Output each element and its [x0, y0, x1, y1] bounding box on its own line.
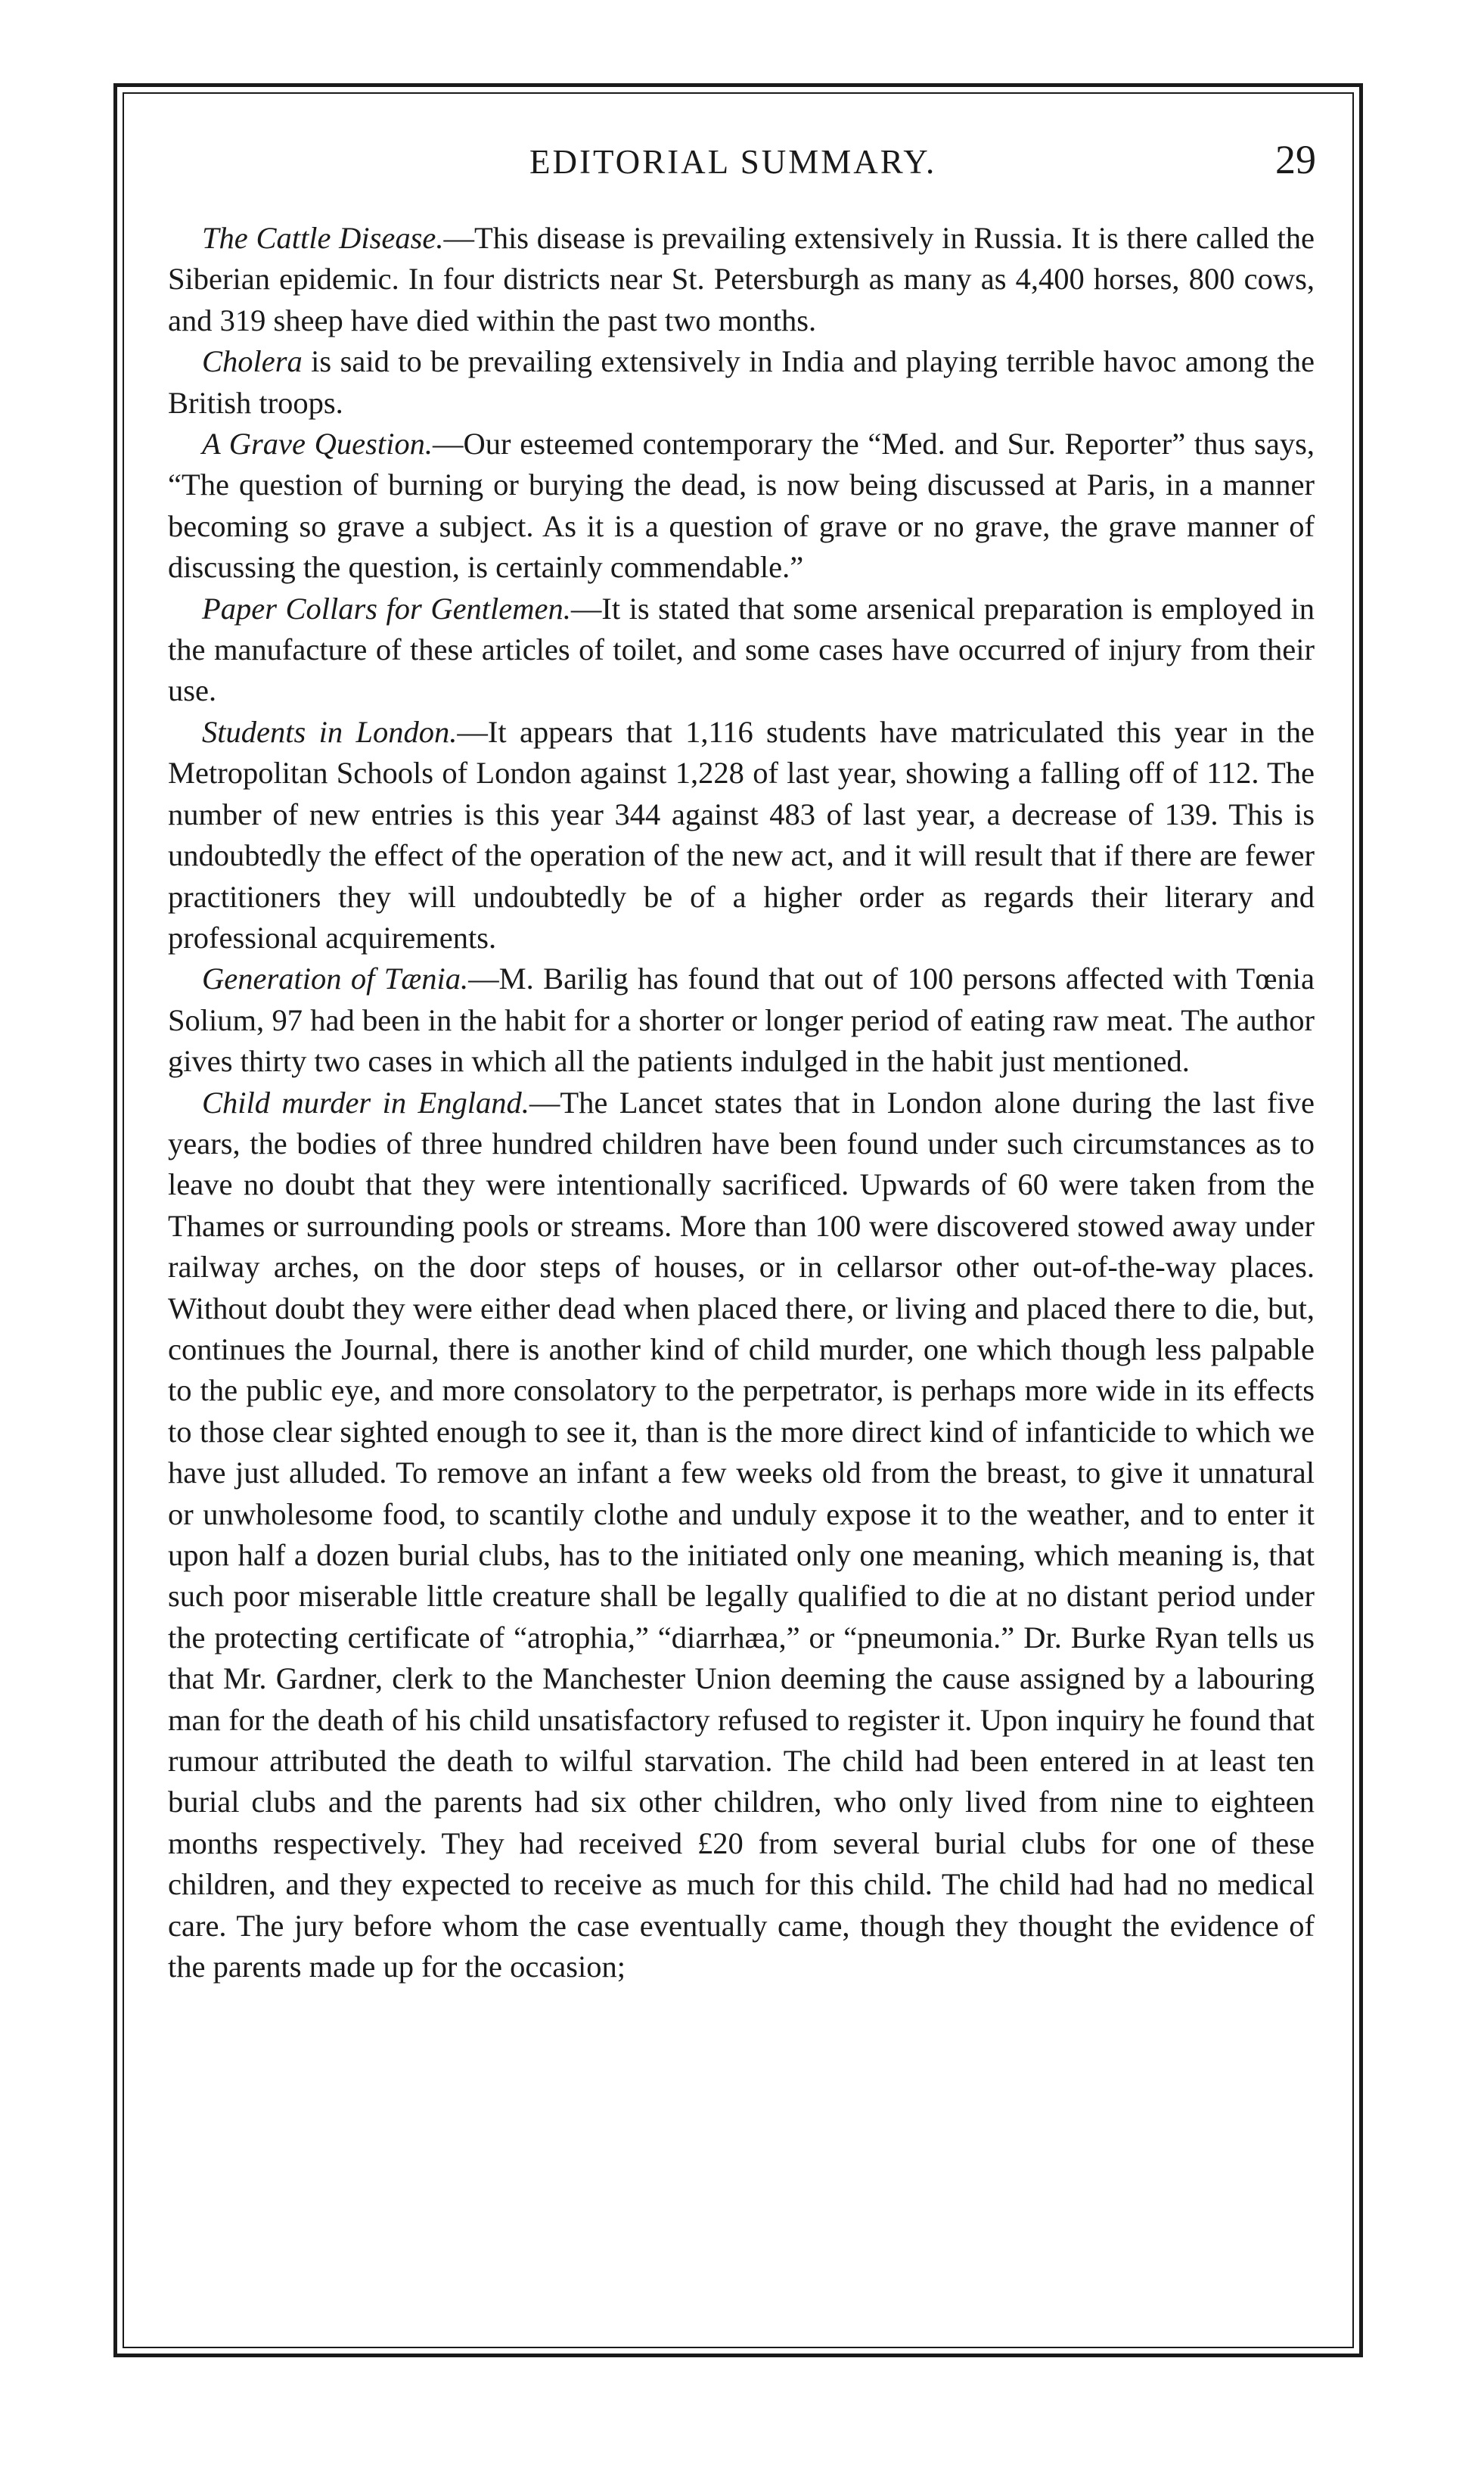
paragraph-students-london: [168, 712, 1315, 959]
paragraph-title: A Grave Question.: [202, 427, 433, 461]
paragraph-title: Cholera: [202, 344, 303, 379]
paragraph-cholera: [168, 341, 1315, 424]
article-body: [168, 218, 1315, 1987]
paragraph-title: Paper Collars for Gentlemen.: [202, 591, 571, 626]
paragraph-title: Generation of Tænia.: [202, 962, 469, 996]
page-header: [174, 136, 1316, 197]
paragraph-title: The Cattle Disease.: [202, 221, 444, 255]
paragraph-title: Child murder in England.: [202, 1085, 529, 1120]
paragraph-child-murder: [168, 1083, 1315, 1988]
paragraph-text: —Our esteemed contemporary the “Med. and Sur. Reporter” thus says, “The question of burning or burying the dead, is now being discussed at Paris, in a manner becoming so grave a subject. As it is a question of grave or no grave, the grave manner of discussing the question, is certainly commendable.”: [168, 427, 1315, 585]
paragraph-grave-question: [168, 424, 1315, 589]
paragraph-text: is said to be prevailing extensively in India and playing terrible havoc among the British troops.: [168, 344, 1315, 420]
paragraph-text: —M. Barilig has found that out of 100 persons affected with Tœnia Solium, 97 had been in the habit for a shorter or longer period of eating raw meat. The author gives thirty two cases in which all the patients indulged in the habit just mentioned.: [168, 962, 1315, 1079]
paragraph-text: —It appears that 1,116 students have matriculated this year in the Metropolitan Schools of London against 1,228 of last year, showing a falling off of 112. The number of new entries is this year 344 against 483 of last year, a decrease of 139. This is undoubtedly the effect of the operation of the new act, and it will result that if there are fewer practitioners they will undoubtedly be of a higher order as regards their literary and professional acquirements.: [168, 714, 1315, 955]
page-number: 29: [1275, 137, 1316, 182]
paragraph-title: Students in London.: [202, 714, 458, 749]
paragraph-cattle-disease: [168, 218, 1315, 341]
paragraph-paper-collars: [168, 589, 1315, 712]
running-head: EDITORIAL SUMMARY.: [529, 143, 937, 181]
paragraph-text: —The Lancet states that in London alone during the last five years, the bodies of three hundred children have been found under such circumstances as to leave no doubt that they were intentionally sacrificed. Upwards of 60 were taken from the Thames or surrounding pools or streams. More than 100 were discovered stowed away under railway arches, on the door steps of houses, or in cellarsor other out-of-the-way places. Without doubt they were either dead when placed there, or living and placed there to die, but, continues the Journal, there is another kind of child murder, one which though less palpable to the public eye, and more consolatory to the perpetrator, is perhaps more wide in its effects to those clear sighted enough to see it, than is the more direct kind of infanticide to which we have just alluded. To remove an infant a few weeks old from the breast, to give it unnatural or unwholesome food, to scantily clothe and unduly expose it to the weather, and to enter it upon half a dozen burial clubs, has to the initiated only one meaning, which meaning is, that such poor miserable little creature shall be legally qualified to die at no distant period under the protecting certificate of “atrophia,” “diarrhæa,” or “pneumonia.” Dr. Burke Ryan tells us that Mr. Gardner, clerk to the Manchester Union deeming the cause assigned by a labouring man for the death of his child unsatisfactory refused to register it. Upon inquiry he found that rumour attributed the death to wilful starvation. The child had been entered in at least ten burial clubs and the parents had six other children, who only lived from nine to eighteen months respectively. They had received £20 from several burial clubs for one of these children, and they expected to receive as much for this child. The child had had no medical care. The jury before whom the case eventually came, though they thought the evidence of the parents made up for the occasion;: [168, 1085, 1315, 1984]
paragraph-generation-taenia: [168, 959, 1315, 1082]
paragraph-text: —It is stated that some arsenical preparation is employed in the manufacture of these articles of toilet, and some cases have occurred of injury from their use.: [168, 591, 1315, 708]
paragraph-text: —This disease is prevailing extensively in Russia. It is there called the Siberian epidemic. In four districts near St. Petersburgh as many as 4,400 horses, 800 cows, and 319 sheep have died within the past two months.: [168, 221, 1315, 337]
